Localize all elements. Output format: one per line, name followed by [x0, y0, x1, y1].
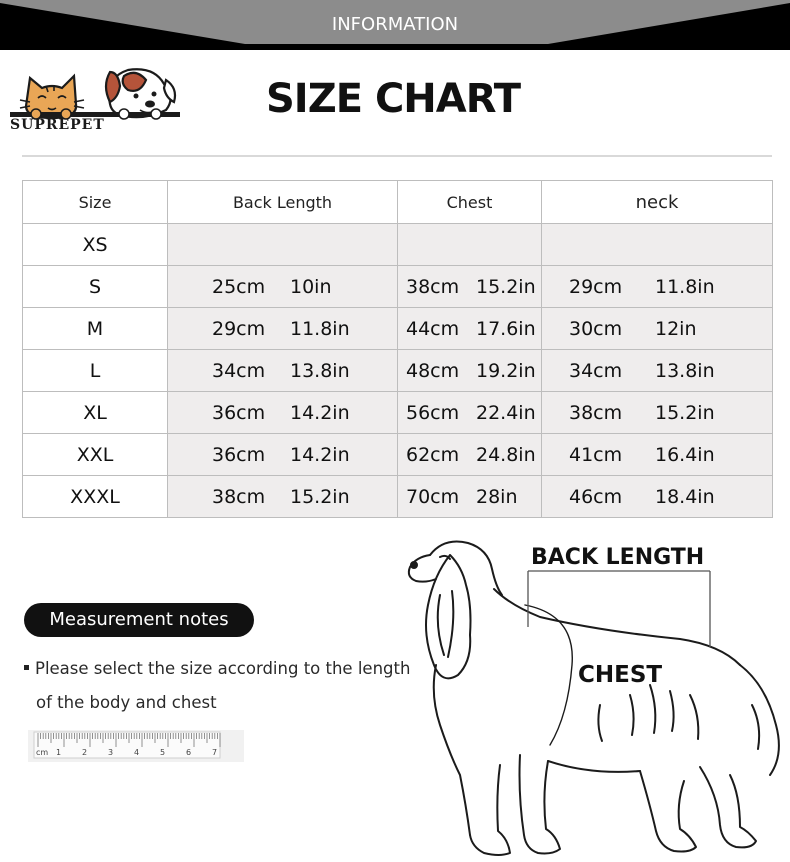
table-row [23, 350, 773, 392]
value-cm: 25cm [212, 275, 266, 298]
size-cell: M [23, 308, 168, 350]
back-length-cell [168, 392, 398, 434]
table-row [23, 266, 773, 308]
size-cell: XXXL [23, 476, 168, 518]
value-in: 16.4in [655, 443, 715, 466]
divider [22, 155, 772, 157]
chest-cell [398, 266, 542, 308]
banner-title: INFORMATION [331, 14, 459, 35]
size-cell: L [23, 350, 168, 392]
chest-cell [398, 308, 542, 350]
value-in: 14.2in [290, 443, 350, 466]
value-in: 12in [655, 317, 697, 340]
neck-cell [542, 266, 773, 308]
back-length-cell [168, 224, 398, 266]
value-cm: 29cm [212, 317, 266, 340]
neck-cell [542, 224, 773, 266]
value-in: 18.4in [655, 485, 715, 508]
value-in: 13.8in [290, 359, 350, 382]
size-cell: XXL [23, 434, 168, 476]
ruler-mark: 4 [134, 748, 140, 757]
ruler-icon [28, 730, 244, 762]
chest-cell [398, 476, 542, 518]
value-in: 22.4in [476, 401, 536, 424]
chest-cell [398, 350, 542, 392]
size-cell: XL [23, 392, 168, 434]
value-in: 11.8in [655, 275, 715, 298]
value-cm: 38cm [212, 485, 266, 508]
value-cm: 44cm [406, 317, 460, 340]
size-cell: XS [23, 224, 168, 266]
value-cm: 34cm [569, 359, 623, 382]
chest-label: CHEST [578, 662, 663, 688]
value-cm: 46cm [569, 485, 623, 508]
back-length-cell [168, 266, 398, 308]
logo-text: SUPREPET [10, 117, 105, 133]
note-line-2: of the body and chest [36, 693, 217, 712]
table-row [23, 224, 773, 266]
value-in: 11.8in [290, 317, 350, 340]
neck-cell [542, 476, 773, 518]
value-cm: 48cm [406, 359, 460, 382]
value-cm: 34cm [212, 359, 266, 382]
value-in: 15.2in [476, 275, 536, 298]
ruler-unit: cm [36, 748, 49, 757]
header-chest: Chest [398, 181, 542, 224]
dog-measurement-diagram [400, 535, 790, 862]
value-in: 28in [476, 485, 518, 508]
value-cm: 56cm [406, 401, 460, 424]
value-in: 15.2in [655, 401, 715, 424]
value-in: 15.2in [290, 485, 350, 508]
chest-cell [398, 392, 542, 434]
header-neck: neck [542, 181, 773, 224]
note-text-1: Please select the size according to the length [35, 659, 411, 678]
measurement-notes-badge: Measurement notes [24, 603, 254, 637]
page-title: SIZE CHART [266, 76, 521, 122]
value-cm: 62cm [406, 443, 460, 466]
value-in: 24.8in [476, 443, 536, 466]
value-cm: 70cm [406, 485, 460, 508]
table-row [23, 434, 773, 476]
ruler-mark: 1 [56, 748, 62, 757]
back-length-cell [168, 434, 398, 476]
value-in: 19.2in [476, 359, 536, 382]
table-row [23, 308, 773, 350]
chest-cell [398, 434, 542, 476]
neck-cell [542, 434, 773, 476]
value-cm: 41cm [569, 443, 623, 466]
neck-cell [542, 392, 773, 434]
back-length-label: BACK LENGTH [531, 545, 705, 570]
table-row [23, 392, 773, 434]
chest-cell [398, 224, 542, 266]
value-in: 14.2in [290, 401, 350, 424]
value-in: 13.8in [655, 359, 715, 382]
top-banner [0, 0, 790, 50]
value-cm: 38cm [569, 401, 623, 424]
header-size: Size [23, 181, 168, 224]
back-length-cell [168, 350, 398, 392]
ruler-mark: 3 [108, 748, 114, 757]
note-line-1 [24, 659, 410, 678]
value-cm: 36cm [212, 401, 266, 424]
ruler-mark: 5 [160, 748, 166, 757]
table-header-row [23, 181, 773, 224]
ruler-mark: 7 [212, 748, 218, 757]
neck-cell [542, 350, 773, 392]
value-cm: 30cm [569, 317, 623, 340]
neck-cell [542, 308, 773, 350]
value-in: 17.6in [476, 317, 536, 340]
value-cm: 29cm [569, 275, 623, 298]
value-cm: 38cm [406, 275, 460, 298]
size-cell: S [23, 266, 168, 308]
back-length-cell [168, 308, 398, 350]
ruler-mark: 2 [82, 748, 88, 757]
back-length-cell [168, 476, 398, 518]
bullet-icon [24, 665, 29, 670]
size-chart-table [22, 180, 773, 518]
ruler-mark: 6 [186, 748, 192, 757]
table-row [23, 476, 773, 518]
value-cm: 36cm [212, 443, 266, 466]
value-in: 10in [290, 275, 332, 298]
header-back-length: Back Length [168, 181, 398, 224]
